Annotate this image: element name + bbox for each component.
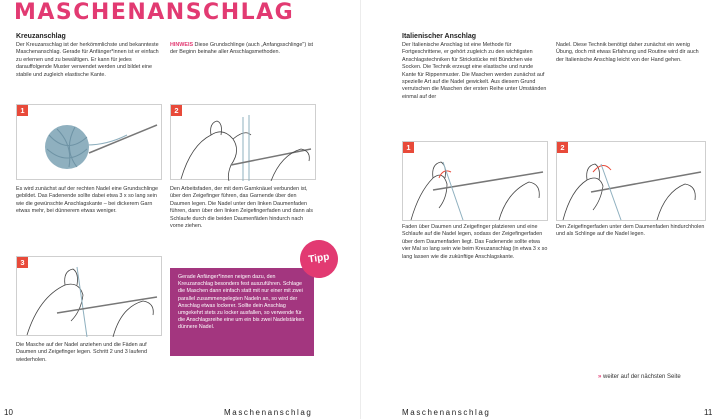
tip-box <box>170 268 314 356</box>
page-gutter <box>360 0 361 419</box>
step-3-image <box>16 256 162 336</box>
step-1-image-right <box>402 141 548 221</box>
section-heading-kreuzanschlag: Kreuzanschlag <box>16 33 66 40</box>
tip-badge: Tipp <box>298 238 341 281</box>
intro-kreuzanschlag: Der Kreuzanschlag ist der herkömmlichste und bekannteste Maschenanschlag. Gerade für Anfänger*innen ist er einfach zu erlernen und zu bewältigen. Er kann für jedes darauffolgende Muster verwendet werden und bildet eine stabile und zugleich elastische Kante. <box>16 42 159 78</box>
continue-text: weiter auf der nächsten Seite <box>601 374 681 380</box>
page-number-right: 11 <box>704 408 713 417</box>
hint-text: Diese Grundschlinge (auch „Anfangsschlinge") ist der Beginn beinahe aller Anschlagsmethoden. <box>170 42 314 56</box>
needle <box>89 125 157 153</box>
continue-arrow-icon: » <box>598 374 602 380</box>
hand-illustration <box>403 142 549 222</box>
step-1-caption-right: Faden über Daumen und Zeigefinger platzieren und eine Schlaufe auf die Nadel legen, sodass der Zeigefingerfaden über dem Daumenfaden liegt. Das Fadenende sollte etwa vier Mal so lang sein wie beim Kreuzanschlag (in etwa 3 x so lang lassen wie die zukünftige Anschlagskante. <box>402 224 548 260</box>
intro-italienisch: Der Italienische Anschlag ist eine Methode für Fortgeschrittene, er gehört zugleich zu den wichtigsten Anschlagstechniken für Strickstücke mit Bündchen wie Socken. Die Technik erzeugt eine elastische und runde Kante für Rippenmuster. Die Maschen werden zunächst auf spezielle Art auf die Nadel gewickelt. Aus diesem Grund verrutschen die Maschen der ersten Reihe unter Umständen einmal auf der <box>402 42 547 100</box>
intro-italienisch-continued: Nadel. Diese Technik benötigt daher zunächst ein wenig Übung, doch mit etwas Erfahrung und Routine wird dir auch der Italienische Anschlag leicht von der Hand gehen. <box>556 42 699 63</box>
page-title: MASCHENANSCHLAG <box>14 0 295 25</box>
step-1-caption: Es wird zunächst auf der rechten Nadel eine Grundschlinge gebildet. Das Fadenende sollte dabei etwa 3 x so lang sein wie die gewünschte Anschlagskante – bei dickerem Garn etwas mehr, bei dünnerem etwas weniger. <box>16 186 159 215</box>
hand-illustration <box>17 257 163 337</box>
step-2-caption: Den Arbeitsfaden, der mit dem Garnknäuel verbunden ist, über den Zeigefinger führen, das Garnende über den Daumen legen. Die Nadel unter den linken Daumenfaden führen, dann über den linken Zeigefingerfaden und dann als Schlaufe durch die beiden Daumenfäden hindurch nach vorne ziehen. <box>170 186 313 230</box>
hand-illustration <box>557 142 707 222</box>
step-3-caption: Die Masche auf der Nadel anziehen und die Fäden auf Daumen und Zeigefinger legen. Schritt 2 und 3 laufend wiederholen. <box>16 342 147 363</box>
step-number-badge: 2 <box>171 105 182 116</box>
tip-text: Gerade Anfänger*innen neigen dazu, den Kreuzanschlag besonders fest auszuführen. Schlage die Maschen dann einfach statt mit nur einer mit zwei parallel zusammengelegten Nadeln an, so wird der Anschlag etwas lockerer. Sollte dein Anschlag umgekehrt stets zu locker ausfallen, so verwende für die Anschlagsreihe eine um ein bis zwei Nadelstärken dünnere Nadel. <box>178 274 305 331</box>
step-1-image <box>16 104 162 180</box>
footer-right: Maschenanschlag <box>402 408 491 417</box>
step-2-caption-right: Den Zeigefingerfaden unter dem Daumenfaden hindurchholen und als Schlinge auf die Nadel legen. <box>556 224 705 238</box>
page-number-left: 10 <box>4 408 13 417</box>
footer-left: Maschenanschlag <box>224 408 313 417</box>
step-number-badge: 2 <box>557 142 568 153</box>
hint-label: HINWEIS <box>170 42 194 48</box>
yarn-ball-illustration <box>17 105 163 181</box>
step-number-badge: 1 <box>403 142 414 153</box>
yarn-ball <box>45 125 89 169</box>
hint-paragraph <box>170 42 316 57</box>
section-heading-italienisch: Italienischer Anschlag <box>402 33 477 40</box>
step-2-image-right <box>556 141 706 221</box>
needle <box>57 297 157 313</box>
step-2-image <box>170 104 316 180</box>
step-number-badge: 1 <box>17 105 28 116</box>
continue-link[interactable] <box>598 374 681 380</box>
step-number-badge: 3 <box>17 257 28 268</box>
hand-illustration <box>171 105 317 181</box>
